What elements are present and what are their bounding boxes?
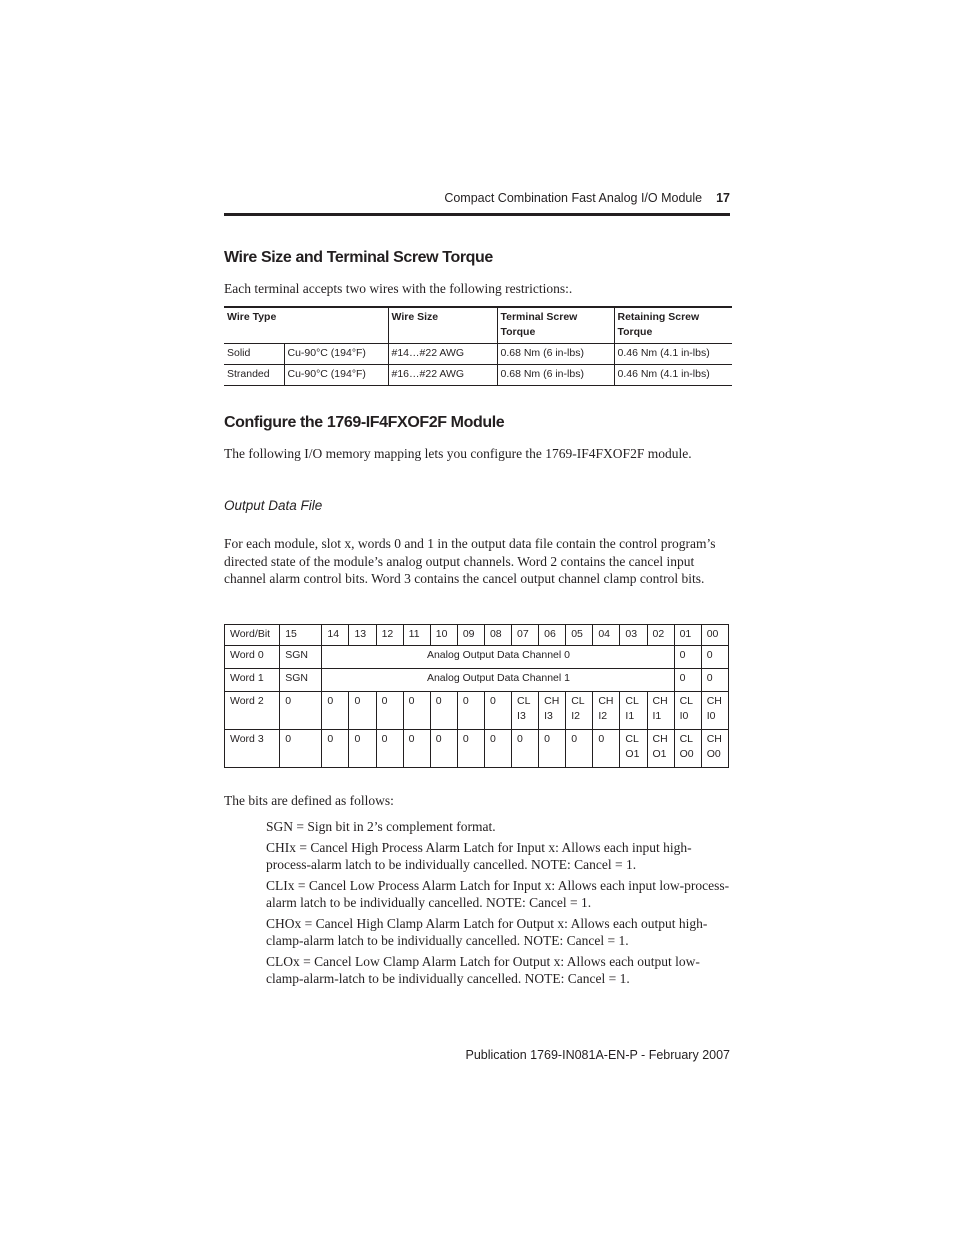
word1-row: [225, 669, 729, 692]
bit-cell: [512, 692, 539, 730]
bit-cell: 0: [280, 730, 322, 768]
configure-intro: The following I/O memory mapping lets you configure the 1769-IF4FXOF2F module.: [224, 446, 692, 461]
word3-row: [225, 730, 729, 768]
bit-cell-line: I1: [652, 710, 662, 722]
word2-row: [225, 692, 729, 730]
definition-cli: CLIx = Cancel Low Process Alarm Latch for Input x: Allows each input low-process-alarm latch to be individually cancelled. NOTE: Cancel = 1.: [266, 877, 730, 910]
bit-definitions: [266, 818, 732, 991]
bit-cell-line: CL: [625, 733, 639, 745]
bit-cell: 0: [322, 730, 349, 768]
bit-cell: [701, 730, 728, 768]
bit-cell: [539, 692, 566, 730]
bit-cell: 0: [674, 669, 701, 692]
bit-cell: [620, 730, 647, 768]
bit-header-cell: 00: [701, 625, 728, 646]
bit-cell: 0: [349, 692, 376, 730]
bit-cell-line: CL: [517, 695, 531, 707]
header-rule: [224, 213, 730, 216]
cell-wire-type: Solid: [227, 347, 251, 359]
cell-wire-type: Stranded: [227, 368, 270, 380]
bit-header-cell: 06: [539, 625, 566, 646]
bit-header-cell: 13: [349, 625, 376, 646]
bit-cell-line: O0: [706, 748, 721, 760]
col-wire-size: Wire Size: [388, 307, 497, 344]
cell-wire-size: #16…#22 AWG: [388, 365, 497, 386]
bit-cell: 0: [430, 692, 457, 730]
bit-header-cell: 05: [566, 625, 593, 646]
bit-cell-line: CL: [679, 695, 694, 707]
bit-cell: 0: [280, 692, 322, 730]
bit-cell-line: CH: [598, 695, 614, 707]
word-label: Word 3: [225, 730, 280, 768]
cell-material: Cu-90°C (194°F): [284, 344, 388, 365]
bit-cell: 0: [701, 669, 728, 692]
bit-cell: [620, 692, 647, 730]
word0-row: [225, 646, 729, 669]
bit-cell: 0: [539, 730, 566, 768]
col-terminal-torque: Terminal Screw Torque: [497, 307, 614, 344]
cell-material: Cu-90°C (194°F): [284, 365, 388, 386]
section-heading-configure: Configure the 1769-IF4FXOF2F Module: [224, 414, 505, 431]
bit-cell: 0: [484, 730, 511, 768]
bit-header-cell: 11: [403, 625, 430, 646]
bit-cell-line: CH: [706, 695, 722, 707]
bit-cell-line: I1: [625, 710, 635, 722]
bit-cell-line: O1: [625, 748, 640, 760]
bit-cell-line: CL: [571, 695, 585, 707]
col-wire-type: Wire Type: [227, 311, 277, 323]
table-header-row: [224, 307, 732, 344]
bit-cell-line: I3: [517, 710, 526, 722]
output-data-paragraph: For each module, slot x, words 0 and 1 in the output data file contain the control program’s directed state of the module’s analog output channels. Word 2 contains the cancel input channel alarm control bits. Word 3 contains the cancel output channel clamp control bits.: [224, 536, 716, 586]
bit-cell: [674, 730, 701, 768]
bit-cell-line: CH: [652, 733, 668, 745]
wire-size-table: [224, 306, 732, 386]
cell-terminal-torque: 0.68 Nm (6 in-lbs): [497, 365, 614, 386]
bit-cell: 0: [484, 692, 511, 730]
bit-cell-line: I0: [679, 710, 689, 722]
cell-retaining-torque: 0.46 Nm (4.1 in-lbs): [614, 344, 732, 365]
bit-cell: 0: [512, 730, 539, 768]
bit-header-cell: 04: [593, 625, 620, 646]
bit-cell: 0: [403, 692, 430, 730]
analog-data-cell: Analog Output Data Channel 1: [322, 669, 674, 692]
bit-cell: [674, 692, 701, 730]
bit-cell: 0: [674, 646, 701, 669]
bit-cell-line: CL: [625, 695, 639, 707]
bit-cell: [701, 692, 728, 730]
bit-cell: 0: [430, 730, 457, 768]
bit-header-cell: 12: [376, 625, 403, 646]
col-retaining-torque: Retaining Screw Torque: [614, 307, 732, 344]
publication-footer: Publication 1769-IN081A-EN-P - February 2007: [465, 1048, 730, 1062]
bit-cell: [593, 692, 620, 730]
bit-cell: 0: [457, 730, 484, 768]
bit-cell: 0: [349, 730, 376, 768]
bit-header-cell: 08: [484, 625, 511, 646]
word-label: Word 1: [225, 669, 280, 692]
table-row: [224, 344, 732, 365]
bit-header-cell: 03: [620, 625, 647, 646]
bit-cell-line: CH: [652, 695, 668, 707]
bit-cell-line: CH: [544, 695, 560, 707]
bit-cell-line: I3: [544, 710, 553, 722]
word-label: Word 0: [225, 646, 280, 669]
sign-bit-cell: SGN: [280, 669, 322, 692]
bit-header-label: Word/Bit: [225, 625, 280, 646]
bit-cell-line: CL: [679, 733, 694, 745]
bit-cell: [566, 692, 593, 730]
bit-header-cell: 02: [647, 625, 674, 646]
word-label: Word 2: [225, 692, 280, 730]
bit-cell-line: CH: [706, 733, 722, 745]
bit-cell-line: I2: [571, 710, 580, 722]
bit-cell: 0: [322, 692, 349, 730]
bit-cell: 0: [457, 692, 484, 730]
bits-intro: The bits are defined as follows:: [224, 793, 394, 808]
cell-wire-size: #14…#22 AWG: [388, 344, 497, 365]
bit-header-cell: 14: [322, 625, 349, 646]
bit-cell-line: I2: [598, 710, 608, 722]
bit-header-cell: 07: [512, 625, 539, 646]
table-row: [224, 365, 732, 386]
running-header: [224, 191, 730, 211]
page-number: 17: [716, 191, 730, 205]
bit-cell: 0: [701, 646, 728, 669]
section-heading-wire-size: Wire Size and Terminal Screw Torque: [224, 249, 493, 266]
bit-cell-line: O0: [679, 748, 694, 760]
bit-cell: 0: [376, 730, 403, 768]
bit-header-cell: 15: [280, 625, 322, 646]
running-title: Compact Combination Fast Analog I/O Module: [444, 191, 703, 205]
wire-intro: Each terminal accepts two wires with the following restrictions:.: [224, 281, 573, 296]
definition-chi: CHIx = Cancel High Process Alarm Latch for Input x: Allows each input high-process-alarm latch to be individually cancelled. NOTE: Cancel = 1.: [266, 839, 692, 872]
definition-sgn: SGN = Sign bit in 2’s complement format.: [266, 819, 496, 834]
bit-cell: 0: [593, 730, 620, 768]
bit-header-cell: 10: [430, 625, 457, 646]
definition-cho: CHOx = Cancel High Clamp Alarm Latch for Output x: Allows each output high-clamp-alarm latch to be individually cancelled. NOTE: Cancel = 1.: [266, 915, 708, 948]
bit-cell: 0: [403, 730, 430, 768]
sign-bit-cell: SGN: [280, 646, 322, 669]
bit-cell: 0: [376, 692, 403, 730]
bit-cell-line: I0: [706, 710, 716, 722]
cell-retaining-torque: 0.46 Nm (4.1 in-lbs): [614, 365, 732, 386]
bit-header-cell: 01: [674, 625, 701, 646]
bit-cell: 0: [566, 730, 593, 768]
bit-cell-line: O1: [652, 748, 667, 760]
bit-cell: [647, 692, 674, 730]
bit-header-cell: 09: [457, 625, 484, 646]
bit-cell: [647, 730, 674, 768]
cell-terminal-torque: 0.68 Nm (6 in-lbs): [497, 344, 614, 365]
definition-clo: CLOx = Cancel Low Clamp Alarm Latch for Output x: Allows each output low-clamp-alarm-latch to be individually cancelled. NOTE: Cancel = 1.: [266, 953, 700, 986]
analog-data-cell: Analog Output Data Channel 0: [322, 646, 674, 669]
subheading-output-data-file: Output Data File: [224, 498, 323, 513]
bit-map-table: [224, 624, 729, 768]
bit-header-row: [225, 625, 729, 646]
